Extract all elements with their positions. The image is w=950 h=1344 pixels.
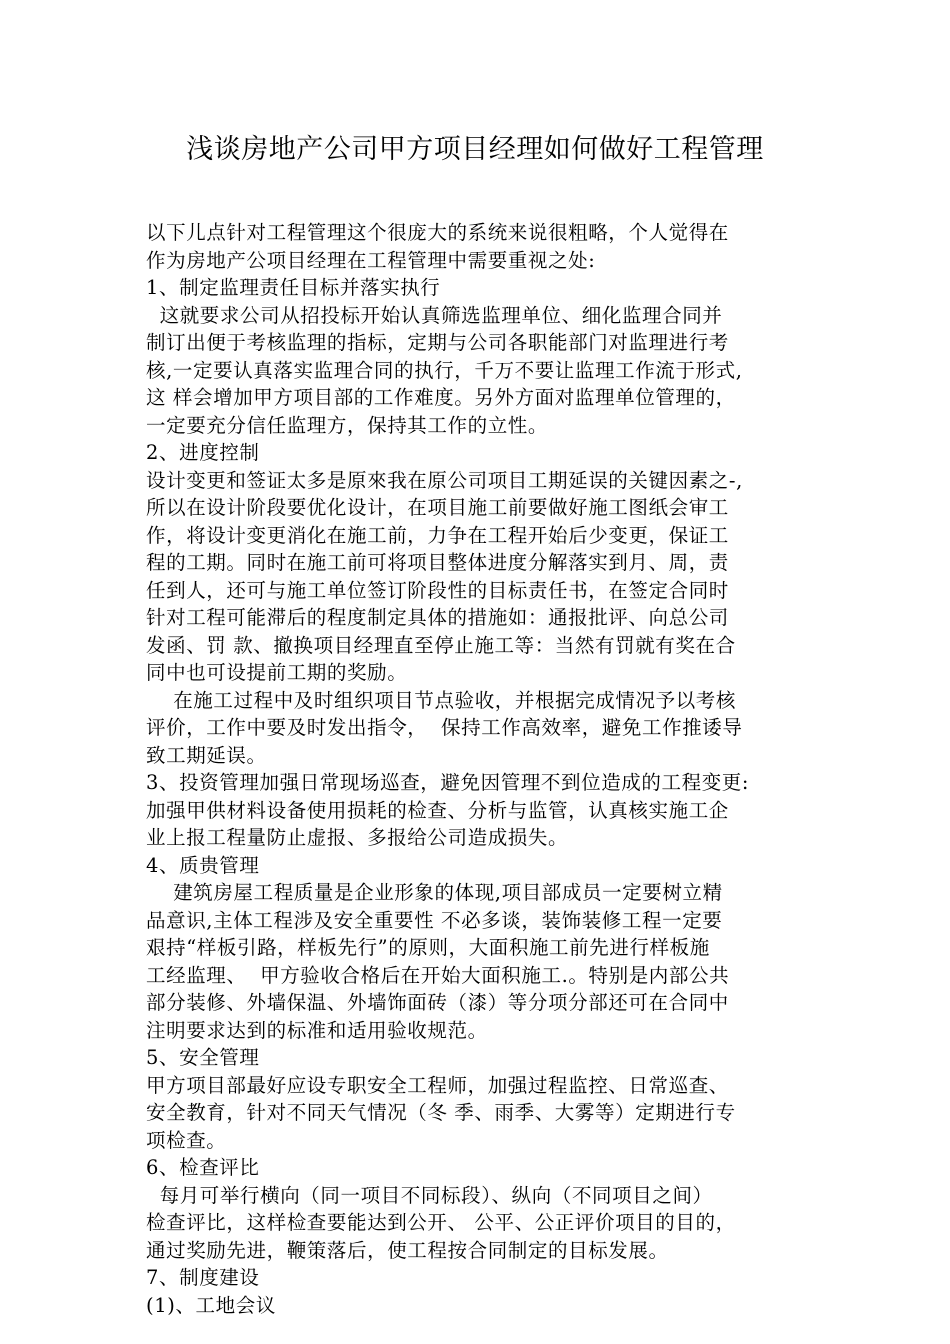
- document-title: 浅谈房地产公司甲方项目经理如何做好工程管理: [186, 134, 764, 165]
- section-heading: 5、安全管理: [146, 1046, 260, 1069]
- text-line: 在施工过程中及时组织项目节点验收，并根据完成情况予以考核: [146, 688, 736, 712]
- text-line: 针对工程可能滞后的程度制定具体的措施如：通报批评、向总公司: [146, 606, 729, 629]
- section-heading: 4、质贵管理: [146, 853, 260, 877]
- text-line: 同中也可设提前工期的奖励。: [146, 661, 408, 684]
- text-line: 作为房地产公项目经理在工程管理中需要重视之处:: [146, 248, 596, 272]
- section-heading: 2、进度控制: [146, 441, 260, 464]
- text-line: 评价，工作中要及时发出指令， 保持工作高效率，避免工作推诿导: [146, 716, 743, 739]
- text-line: 制订出便于考核监理的指标，定期与公司各职能部门对监理进行考: [146, 331, 729, 354]
- text-line: 所以在设计阶段要优化设计，在项目施工前要做好施工图纸会审工: [146, 496, 729, 519]
- text-line: 安全教育，针对不同天气情况（冬 季、雨季、大雾等）定期进行专: [146, 1101, 736, 1124]
- text-line: 核,一定要认真落实监理合同的执行，千万不要让监理工作流于形式,: [146, 358, 743, 382]
- text-line: 作，将设计变更消化在施工前，力争在工程开始后少变更，保证工: [146, 523, 729, 547]
- text-line: 艰持“样板引路，样板先行”的原则，大面积施工前先进行样板施: [146, 936, 710, 959]
- text-line: 项检查。: [146, 1128, 227, 1152]
- section-heading: 1、制定监理责任目标并落实执行: [146, 276, 441, 299]
- text-line: 每月可举行横向（同一项目不同标段）、纵向（不同项目之间）: [146, 1183, 713, 1207]
- section-heading: 7、制度建设: [146, 1266, 260, 1289]
- text-line: 业上报工程量防止虚报、多报给公司造成损失。: [146, 826, 569, 849]
- section-heading: 6、检查评比: [146, 1156, 260, 1179]
- text-line: 建筑房屋工程质量是企业形象的体现,项目部成员一定要树立精: [146, 881, 723, 904]
- text-line: 程的工期。同时在施工前可将项目整体进度分解落实到月、周，责: [146, 551, 729, 574]
- text-line: 工经监理、 甲方验收合格后在开始大面积施工.。特别是内部公共: [146, 963, 730, 987]
- text-line: 致工期延误。: [146, 743, 267, 767]
- text-line: 任到人，还可与施工单位签订阶段性的目标责任书，在签定合同时: [146, 578, 729, 602]
- text-line: 设计变更和签证太多是原來我在原公司项目工期延误的关键因素之-,: [146, 468, 743, 492]
- text-line: 加强甲供材料设备使用损耗的检查、分析与监管，认真核实施工企: [146, 798, 729, 822]
- document-body: [146, 219, 826, 1319]
- subsection-heading: (1)、工地会议: [146, 1293, 276, 1317]
- text-line: 通过奖励先进，鞭策落后，使工程按合同制定的目标发展。: [146, 1238, 669, 1262]
- text-line: 品意识,主体工程涉及安全重要性 不必多谈，装饰装修工程一定要: [146, 908, 723, 932]
- text-line: 这 样会增加甲方项目部的工作难度。另外方面对监理单位管理的，: [146, 386, 736, 409]
- text-line: 一定要充分信任监理方，保持其工作的立性。: [146, 413, 549, 437]
- text-line: 部分装修、外墙保温、外墙饰面砖（漆）等分项分部还可在合同中: [146, 991, 729, 1014]
- text-line: 甲方项目部最好应设专职安全工程师，加强过程监控、日常巡查、: [146, 1073, 729, 1097]
- text-line: 发函、罚 款、撤换项目经理直至停止施工等：当然有罚就有奖在合: [146, 633, 736, 657]
- text-line: 以下儿点针对工程管理这个很庞大的系统来说很粗略，个人觉得在: [146, 221, 729, 244]
- text-line: 这就要求公司从招投标开始认真筛选监理单位、细化监理合同并: [146, 303, 723, 327]
- text-line: 注明要求达到的标准和适用验收规范。: [146, 1018, 488, 1042]
- section-heading: 3、投资管理加强日常现场巡查，避免因管理不到位造成的工程变更:: [146, 771, 750, 794]
- text-line: 检查评比，这样检查要能达到公开、 公平、公正评价项目的目的，: [146, 1211, 736, 1234]
